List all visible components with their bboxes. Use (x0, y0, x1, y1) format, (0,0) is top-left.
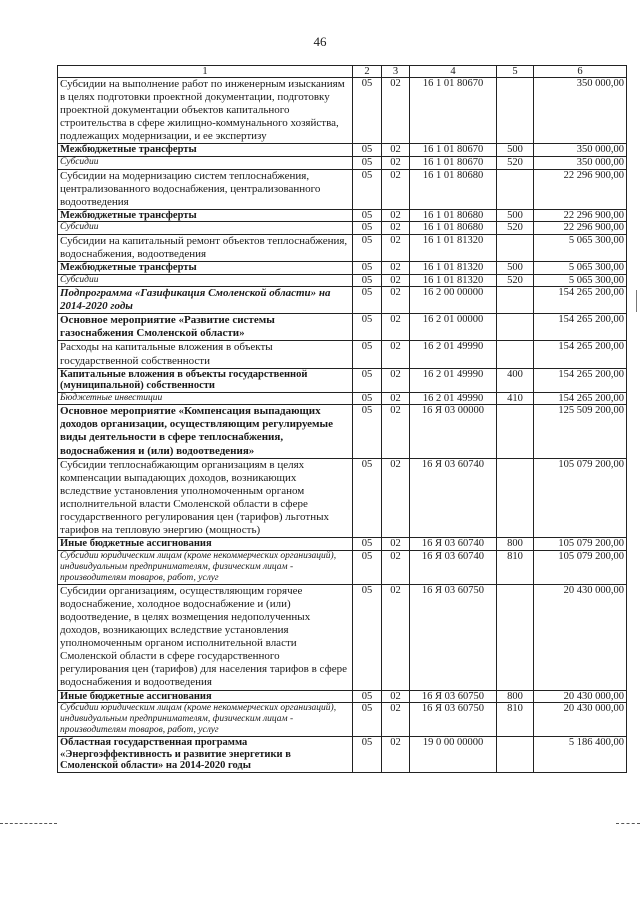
cell-name: Межбюджетные трансферты (58, 262, 353, 275)
cell-subsection: 02 (382, 222, 410, 235)
cell-amount: 154 265 200,00 (534, 392, 627, 405)
cell-amount: 20 430 000,00 (534, 690, 627, 703)
cell-expense-type (497, 341, 534, 368)
header-cell-section: 2 (353, 66, 382, 78)
cell-target-article: 16 2 00 00000 (410, 287, 497, 314)
cell-section: 05 (353, 584, 382, 690)
cell-name: Субсидии юридическим лицам (кроме некоммерческих организаций), индивидуальным предпринимателям, физическим лицам - производителям товаров, работ, услуг (58, 703, 353, 737)
cell-name: Субсидии (58, 274, 353, 287)
cell-target-article: 16 Я 03 60750 (410, 703, 497, 737)
cell-amount: 350 000,00 (534, 157, 627, 170)
cell-target-article: 16 Я 03 00000 (410, 405, 497, 458)
table-row (58, 78, 627, 144)
cell-subsection: 02 (382, 690, 410, 703)
cell-amount: 5 186 400,00 (534, 737, 627, 773)
cell-name: Субсидии теплоснабжающим организациям в целях компенсации выпадающих доходов, возникающих вследствие установления уполномоченным органом исполнительной власти Смоленской области в сфере государственного регулирования цен (тарифов) льготных тарифов на тепловую энергию (мощность) (58, 458, 353, 538)
table-row (58, 287, 627, 314)
cell-section: 05 (353, 262, 382, 275)
table-row (58, 341, 627, 368)
cell-expense-type: 810 (497, 550, 534, 584)
cell-target-article: 19 0 00 00000 (410, 737, 497, 773)
cell-subsection: 02 (382, 144, 410, 157)
cell-amount: 154 265 200,00 (534, 341, 627, 368)
table-row (58, 169, 627, 209)
cell-name: Межбюджетные трансферты (58, 209, 353, 222)
cell-subsection: 02 (382, 392, 410, 405)
cell-expense-type: 500 (497, 262, 534, 275)
cell-section: 05 (353, 169, 382, 209)
cell-section: 05 (353, 234, 382, 261)
cell-subsection: 02 (382, 550, 410, 584)
table-row (58, 222, 627, 235)
table-header-row (58, 66, 627, 78)
cell-expense-type: 800 (497, 538, 534, 551)
cell-subsection: 02 (382, 737, 410, 773)
cell-target-article: 16 2 01 49990 (410, 392, 497, 405)
cell-name: Межбюджетные трансферты (58, 144, 353, 157)
cell-section: 05 (353, 458, 382, 538)
table-row (58, 262, 627, 275)
cell-name: Субсидии организациям, осуществляющим горячее водоснабжение, холодное водоснабжение и (или) водоотведение, в целях возмещения недополученных доходов, возникающих вследствие установления уполномоченным органом исполнительной власти Смоленской области в сфере государственного регулирования цен (тарифов) для населения тарифов в сфере водоснабжения и водоотведения (58, 584, 353, 690)
cell-subsection: 02 (382, 538, 410, 551)
header-cell-target-article: 4 (410, 66, 497, 78)
cell-target-article: 16 1 01 81320 (410, 274, 497, 287)
table-row (58, 392, 627, 405)
cell-section: 05 (353, 538, 382, 551)
cell-expense-type (497, 584, 534, 690)
cell-subsection: 02 (382, 234, 410, 261)
cell-subsection: 02 (382, 274, 410, 287)
cell-amount: 154 265 200,00 (534, 287, 627, 314)
cell-section: 05 (353, 690, 382, 703)
cell-section: 05 (353, 157, 382, 170)
cell-name: Субсидии на модернизацию систем теплоснабжения, централизованного водоснабжения, централизованного водоотведения (58, 169, 353, 209)
cell-target-article: 16 2 01 49990 (410, 341, 497, 368)
cell-subsection: 02 (382, 262, 410, 275)
cell-subsection: 02 (382, 169, 410, 209)
cell-amount: 22 296 900,00 (534, 222, 627, 235)
table-row (58, 368, 627, 392)
cell-expense-type (497, 287, 534, 314)
cell-target-article: 16 1 01 80670 (410, 78, 497, 144)
cell-name: Областная государственная программа «Энергоэффективность и развитие энергетики в Смоленской области» на 2014-2020 годы (58, 737, 353, 773)
cell-expense-type: 500 (497, 209, 534, 222)
table-row (58, 314, 627, 341)
table-row (58, 550, 627, 584)
cell-subsection: 02 (382, 314, 410, 341)
header-cell-amount: 6 (534, 66, 627, 78)
cell-amount: 5 065 300,00 (534, 234, 627, 261)
cell-target-article: 16 Я 03 60740 (410, 458, 497, 538)
cell-subsection: 02 (382, 287, 410, 314)
cell-name: Капитальные вложения в объекты государственной (муниципальной) собственности (58, 368, 353, 392)
cell-amount: 22 296 900,00 (534, 169, 627, 209)
cell-expense-type: 800 (497, 690, 534, 703)
cell-target-article: 16 2 01 00000 (410, 314, 497, 341)
cell-expense-type (497, 458, 534, 538)
cell-section: 05 (353, 550, 382, 584)
cell-expense-type (497, 314, 534, 341)
cell-section: 05 (353, 222, 382, 235)
cell-name: Субсидии (58, 157, 353, 170)
cell-subsection: 02 (382, 368, 410, 392)
page-number: 46 (313, 34, 327, 49)
cell-name: Расходы на капитальные вложения в объекты государственной собственности (58, 341, 353, 368)
cell-subsection: 02 (382, 405, 410, 458)
table-row (58, 274, 627, 287)
cell-amount: 5 065 300,00 (534, 262, 627, 275)
table-row (58, 690, 627, 703)
table-row (58, 144, 627, 157)
cell-section: 05 (353, 392, 382, 405)
cell-section: 05 (353, 341, 382, 368)
cell-section: 05 (353, 703, 382, 737)
cell-name: Бюджетные инвестиции (58, 392, 353, 405)
cell-section: 05 (353, 737, 382, 773)
cell-amount: 20 430 000,00 (534, 703, 627, 737)
table-row (58, 209, 627, 222)
cell-subsection: 02 (382, 157, 410, 170)
cell-expense-type: 520 (497, 222, 534, 235)
header-cell-name: 1 (58, 66, 353, 78)
cell-expense-type: 500 (497, 144, 534, 157)
cell-amount: 105 079 200,00 (534, 550, 627, 584)
cell-expense-type (497, 234, 534, 261)
cell-name: Субсидии юридическим лицам (кроме некоммерческих организаций), индивидуальным предпринимателям, физическим лицам - производителям товаров, работ, услуг (58, 550, 353, 584)
table-row (58, 157, 627, 170)
cell-subsection: 02 (382, 78, 410, 144)
cell-target-article: 16 1 01 80670 (410, 157, 497, 170)
cell-subsection: 02 (382, 209, 410, 222)
cell-section: 05 (353, 287, 382, 314)
cell-subsection: 02 (382, 703, 410, 737)
cell-amount: 5 065 300,00 (534, 274, 627, 287)
table-row (58, 234, 627, 261)
cell-expense-type: 410 (497, 392, 534, 405)
cut-line-left (0, 823, 57, 824)
header-cell-expense-type: 5 (497, 66, 534, 78)
cell-amount: 154 265 200,00 (534, 314, 627, 341)
cell-amount: 20 430 000,00 (534, 584, 627, 690)
cell-name: Основное мероприятие «Компенсация выпадающих доходов организации, осуществляющим регулируемые виды деятельности в сфере теплоснабжения, водоснабжения и (или) водоотведения» (58, 405, 353, 458)
budget-table (57, 65, 627, 773)
table-row (58, 538, 627, 551)
cell-name: Субсидии на выполнение работ по инженерным изысканиям в целях подготовки проектной документации, подготовку проектной документации объектов капитального строительства в сфере жилищно-коммунального хозяйства, подлежащих модернизации, и ее экспертизу (58, 78, 353, 144)
cell-amount: 105 079 200,00 (534, 538, 627, 551)
cell-section: 05 (353, 78, 382, 144)
cell-expense-type: 520 (497, 157, 534, 170)
cell-subsection: 02 (382, 584, 410, 690)
cell-target-article: 16 1 01 80680 (410, 222, 497, 235)
table-row (58, 703, 627, 737)
margin-mark (636, 290, 637, 312)
cell-name: Иные бюджетные ассигнования (58, 690, 353, 703)
cell-name: Субсидии на капитальный ремонт объектов теплоснабжения, водоснабжения, водоотведения (58, 234, 353, 261)
cell-target-article: 16 1 01 81320 (410, 262, 497, 275)
cell-target-article: 16 Я 03 60750 (410, 584, 497, 690)
cell-expense-type (497, 737, 534, 773)
cell-section: 05 (353, 274, 382, 287)
cell-target-article: 16 1 01 80680 (410, 209, 497, 222)
cell-name: Подпрограмма «Газификация Смоленской области» на 2014-2020 годы (58, 287, 353, 314)
cell-amount: 125 509 200,00 (534, 405, 627, 458)
cut-line-right (616, 823, 640, 824)
cell-target-article: 16 1 01 80670 (410, 144, 497, 157)
cell-expense-type: 400 (497, 368, 534, 392)
cell-expense-type (497, 169, 534, 209)
cell-amount: 154 265 200,00 (534, 368, 627, 392)
cell-expense-type: 520 (497, 274, 534, 287)
cell-amount: 350 000,00 (534, 78, 627, 144)
cell-target-article: 16 Я 03 60750 (410, 690, 497, 703)
table-row (58, 584, 627, 690)
cell-expense-type (497, 405, 534, 458)
cell-section: 05 (353, 405, 382, 458)
header-cell-subsection: 3 (382, 66, 410, 78)
cell-target-article: 16 2 01 49990 (410, 368, 497, 392)
table-row (58, 405, 627, 458)
cell-section: 05 (353, 314, 382, 341)
cell-section: 05 (353, 209, 382, 222)
cell-target-article: 16 1 01 80680 (410, 169, 497, 209)
cell-name: Основное мероприятие «Развитие системы газоснабжения Смоленской области» (58, 314, 353, 341)
cell-amount: 105 079 200,00 (534, 458, 627, 538)
cell-expense-type (497, 78, 534, 144)
cell-amount: 350 000,00 (534, 144, 627, 157)
cell-section: 05 (353, 368, 382, 392)
table-row (58, 737, 627, 773)
cell-subsection: 02 (382, 341, 410, 368)
cell-name: Иные бюджетные ассигнования (58, 538, 353, 551)
cell-expense-type: 810 (497, 703, 534, 737)
cell-name: Субсидии (58, 222, 353, 235)
cell-target-article: 16 Я 03 60740 (410, 538, 497, 551)
cell-section: 05 (353, 144, 382, 157)
table-row (58, 458, 627, 538)
cell-target-article: 16 Я 03 60740 (410, 550, 497, 584)
cell-amount: 22 296 900,00 (534, 209, 627, 222)
cell-subsection: 02 (382, 458, 410, 538)
cell-target-article: 16 1 01 81320 (410, 234, 497, 261)
